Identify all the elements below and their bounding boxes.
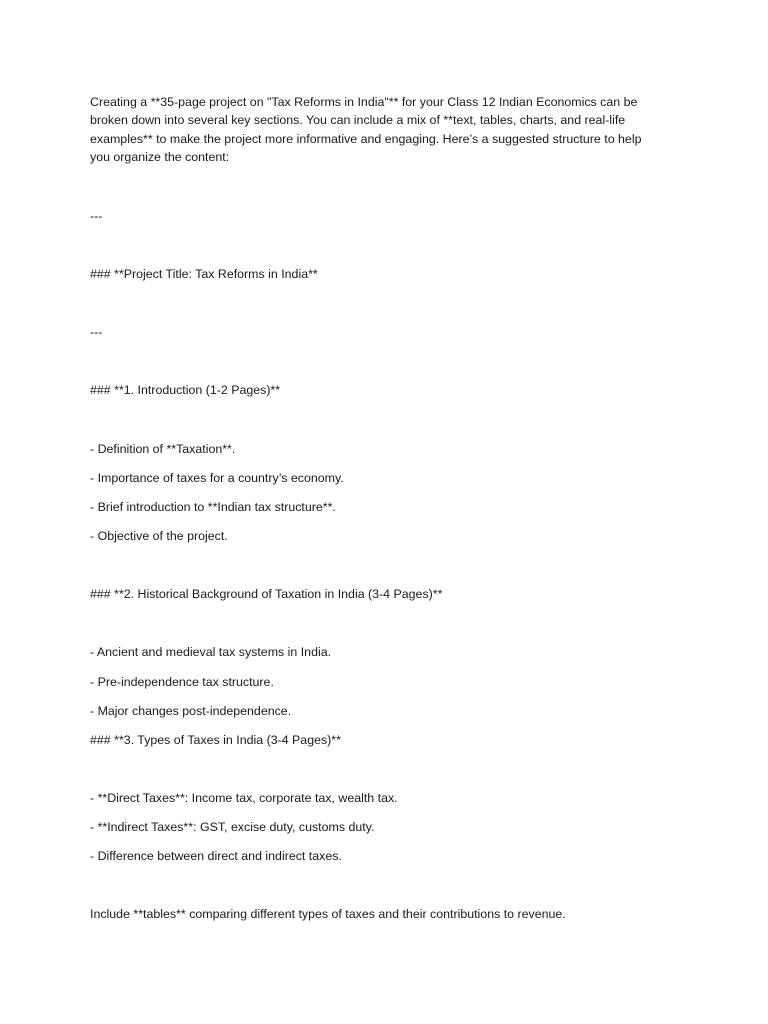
list-item: - Importance of taxes for a country’s economy. — [90, 471, 344, 485]
intro-line: broken down into several key sections. You can include a mix of **text, tables, charts, and real-life — [90, 113, 626, 127]
intro-line: Creating a **35-page project on "Tax Reforms in India"** for your Class 12 Indian Economics can be — [90, 95, 638, 109]
intro-line: you organize the content: — [90, 150, 230, 164]
section-note: Include **tables** comparing different types of taxes and their contributions to revenue. — [90, 907, 566, 921]
list-item: - Brief introduction to **Indian tax structure**. — [90, 500, 336, 514]
list-item: - **Direct Taxes**: Income tax, corporate tax, wealth tax. — [90, 791, 398, 805]
list-item: - Definition of **Taxation**. — [90, 442, 236, 456]
list-item: - Difference between direct and indirect taxes. — [90, 849, 342, 863]
list-item: - Objective of the project. — [90, 529, 228, 543]
list-item: - Pre-independence tax structure. — [90, 675, 274, 689]
list-item: - Ancient and medieval tax systems in India. — [90, 645, 332, 659]
section-heading: ### **1. Introduction (1-2 Pages)** — [90, 383, 281, 397]
section-heading: ### **3. Types of Taxes in India (3-4 Pages)** — [90, 733, 341, 747]
list-item: - **Indirect Taxes**: GST, excise duty, customs duty. — [90, 820, 375, 834]
list-item: - Major changes post-independence. — [90, 704, 292, 718]
separator: --- — [90, 209, 103, 223]
separator: --- — [90, 325, 103, 339]
section-heading: ### **2. Historical Background of Taxation in India (3-4 Pages)** — [90, 587, 443, 601]
project-title: ### **Project Title: Tax Reforms in India** — [90, 267, 318, 281]
intro-line: examples** to make the project more informative and engaging. Here’s a suggested structure to help — [90, 132, 642, 146]
